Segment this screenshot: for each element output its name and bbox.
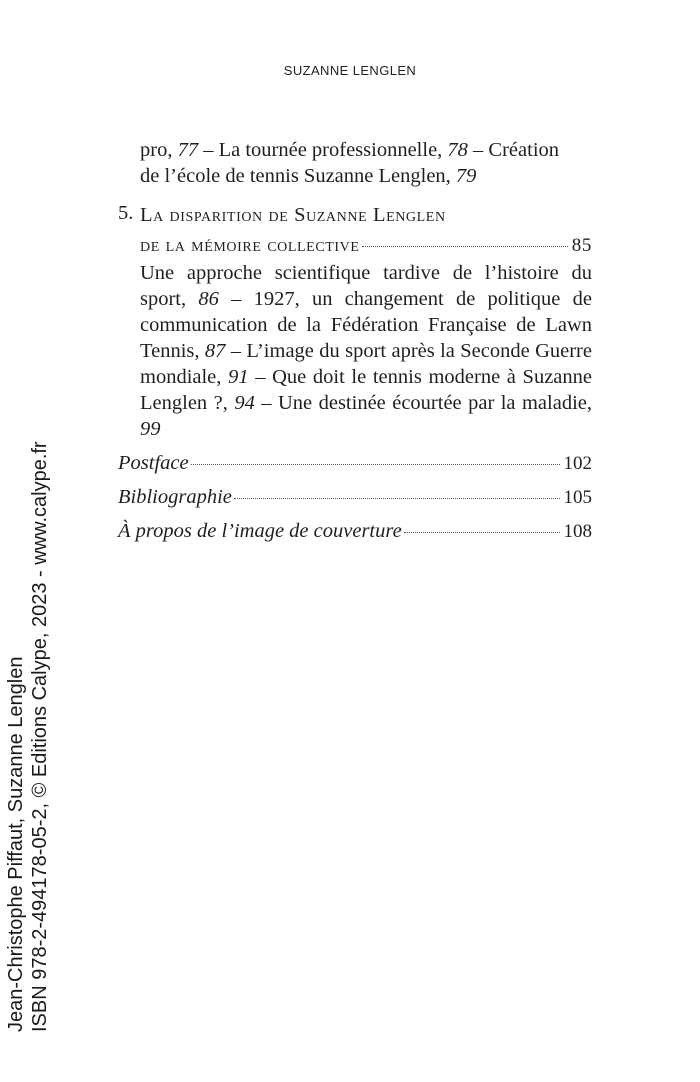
- chapter-summary: [140, 260, 592, 442]
- page-ref: 77: [177, 139, 199, 161]
- toc-sections: [118, 452, 592, 554]
- sidebar-author-title: Jean-Christophe Piffaut, Suzanne Lenglen: [5, 656, 27, 1032]
- chapter-title: [140, 200, 592, 261]
- text: pro,: [140, 139, 178, 161]
- text: – Une destinée écourtée par la maladie,: [254, 392, 592, 414]
- text: – 1927, un changement de politique de communication de la Fédération Française de Lawn Tennis,: [140, 288, 592, 362]
- toc-entry-bibliographie[interactable]: [118, 486, 592, 520]
- toc-entry-label: À propos de l’image de couverture: [118, 520, 402, 542]
- chapter-title-text: de la mémoire collective: [140, 234, 360, 256]
- dot-leader: [191, 464, 560, 465]
- toc-continuation: [140, 137, 570, 189]
- page-ref: 86: [198, 288, 219, 310]
- text: de l’école de tennis Suzanne Lenglen,: [140, 165, 456, 187]
- page-ref: 94: [234, 392, 255, 414]
- toc-entry-postface[interactable]: [118, 452, 592, 486]
- chapter-title-line-2: [140, 230, 592, 261]
- chapter-title-line-1: La disparition de Suzanne Lenglen: [140, 204, 446, 226]
- continuation-line-1: [140, 137, 570, 163]
- page-ref: 87: [204, 340, 226, 362]
- page-ref: 78: [447, 139, 468, 161]
- continuation-line-2: [140, 163, 570, 189]
- text: – L’image du sport après la Seconde Guerre mondiale,: [140, 340, 592, 388]
- toc-entry-page: 108: [563, 521, 592, 542]
- text: – La tournée professionnelle,: [198, 139, 448, 161]
- text: – Création: [467, 139, 560, 161]
- chapter-number: 5.: [118, 202, 134, 224]
- page-ref: 79: [455, 165, 477, 187]
- dot-leader: [404, 532, 560, 533]
- running-head: SUZANNE LENGLEN: [283, 63, 417, 78]
- toc-entry-label: Bibliographie: [118, 486, 232, 508]
- copyright-sidebar: [4, 441, 52, 1032]
- sidebar-isbn-publisher: ISBN 978-2-494178-05-2, © Editions Calype, 2023 - www.calype.fr: [29, 441, 51, 1032]
- toc-entry-page: 105: [563, 487, 592, 508]
- dot-leader: [234, 498, 560, 499]
- page-ref: 99: [140, 418, 161, 440]
- text: – Que doit le tennis moderne à Suzanne Lenglen ?,: [140, 366, 592, 414]
- toc-entry-page: 102: [563, 453, 592, 474]
- toc-entry-label: Postface: [118, 452, 189, 474]
- page-ref: 91: [228, 366, 249, 388]
- text: Une approche scientifique tardive de l’histoire du sport,: [140, 262, 592, 310]
- toc-entry-a-propos[interactable]: [118, 520, 592, 554]
- dot-leader: [362, 246, 568, 247]
- chapter-page-number: 85: [571, 235, 592, 256]
